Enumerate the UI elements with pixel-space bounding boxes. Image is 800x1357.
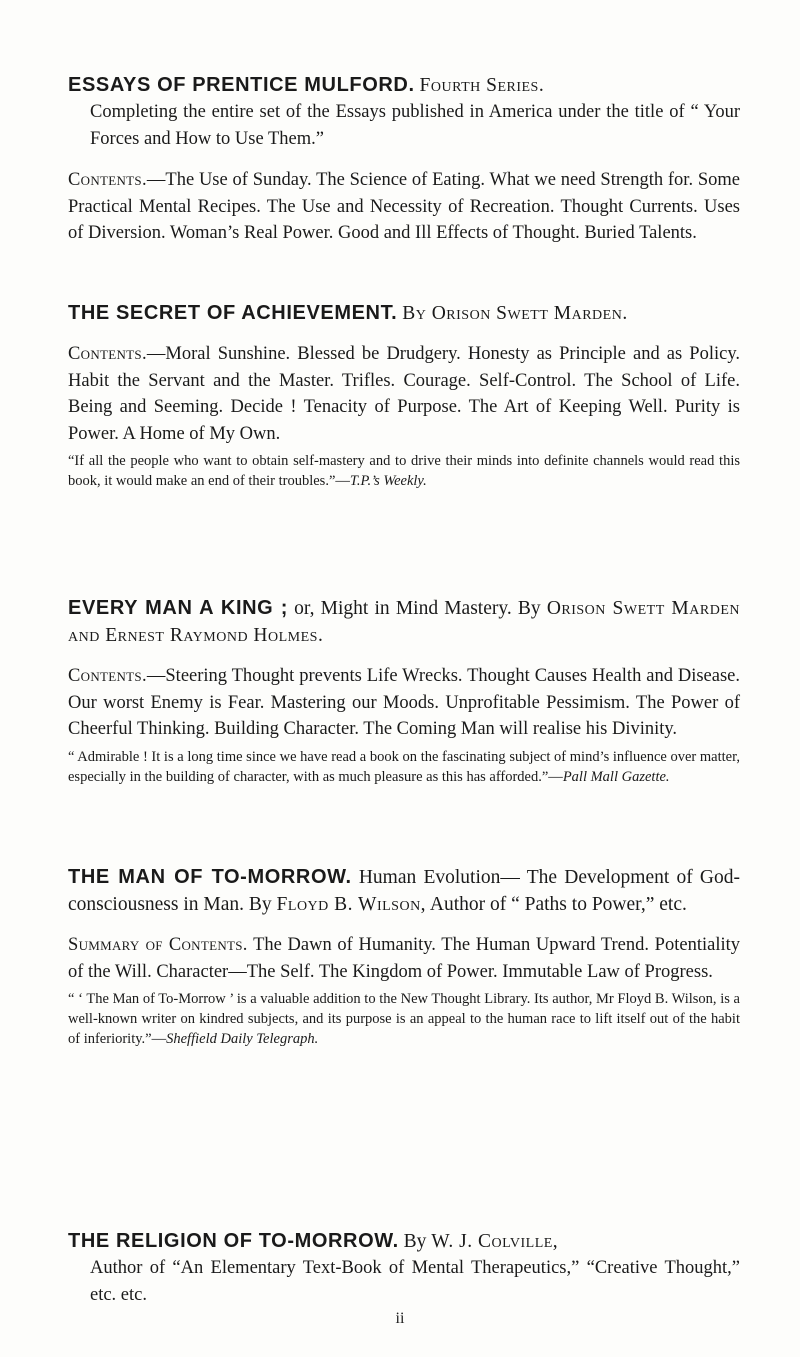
contents-text: —The Use of Sunday. The Science of Eating. What we need Strength for. Some Practical Mental Recipes. The Use and Necessity of Recreation. Thought Currents. Uses of Diversion. Woman’s Real Power. Good and Ill Effects of Thought. Buried Talents. <box>68 170 740 243</box>
review-text: “If all the people who want to obtain self-mastery and to drive their minds into definite channels would read this book, it would make an end of their troubles.”— <box>68 453 740 489</box>
review-source: Pall Mall Gazette. <box>562 768 670 785</box>
book-author: Orison Swett Marden and Ernest Raymond Holmes. <box>68 598 740 646</box>
contents-text: —Moral Sunshine. Blessed be Drudgery. Honesty as Principle and as Policy. Habit the Servant and the Master. Trifles. Courage. Self-Control. The School of Life. Being and Seeming. Decide ! Tenacity of Purpose. The Art of Keeping Well. Purity is Power. A Home of My Own. <box>68 344 740 444</box>
page-number: ii <box>395 1310 405 1327</box>
author-note: Author of “An Elementary Text-Book of Mental Therapeutics,” “Creative Thought,” etc. etc. <box>90 1258 740 1305</box>
book-title: EVERY MAN A KING ; <box>68 597 289 619</box>
book-title: THE SECRET OF ACHIEVEMENT. <box>68 302 398 324</box>
entry-heading <box>68 1228 740 1255</box>
press-review <box>68 989 740 1049</box>
review-source: T.P.’s Weekly. <box>349 473 427 489</box>
book-entry-religion-of-tomorrow <box>68 1228 740 1309</box>
review-text: “ ‘ The Man of To-Morrow ’ is a valuable addition to the New Thought Library. Its author, Mr Floyd B. Wilson, is a well-known writer on kindred subjects, and its purpose is an appeal to the human race to lift itself out of the habit of inferiority.”— <box>68 991 740 1047</box>
contents-label: Contents. <box>68 666 147 686</box>
book-entry-every-man-a-king <box>68 595 740 787</box>
contents-text: The Dawn of Humanity. The Human Upward Trend. Potentiality of the Will. Character—The Self. The Kingdom of Power. Immutable Law of Progress. <box>68 935 740 982</box>
book-description: Completing the entire set of the Essays published in America under the title of “ Your Forces and How to Use Them.” <box>90 102 740 149</box>
contents-label: Contents. <box>68 344 147 364</box>
contents-text: —Steering Thought prevents Life Wrecks. Thought Causes Health and Disease. Our worst Enemy is Fear. Mastering our Moods. Unprofitable Pessimism. The Power of Cheerful Thinking. Building Character. The Coming Man will realise his Divinity. <box>68 666 740 739</box>
byline-prefix: By <box>403 1231 427 1252</box>
review-source: Sheffield Daily Telegraph. <box>166 1031 319 1047</box>
entry-heading <box>68 595 740 649</box>
entry-heading <box>68 300 740 327</box>
book-title: ESSAYS OF PRENTICE MULFORD. <box>68 74 415 96</box>
book-entry-secret-of-achievement <box>68 300 740 491</box>
book-series: Fourth Series. <box>419 75 545 96</box>
author-note: Author of “ Paths to Power,” etc. <box>429 894 687 915</box>
review-text: “ Admirable ! It is a long time since we have read a book on the fascinating subject of mind’s influence over matter, especially in the building of character, with as much pleasure as this has afforded.”— <box>68 748 740 785</box>
book-author: By Orison Swett Marden. <box>402 303 628 324</box>
press-review <box>68 451 740 491</box>
book-contents <box>68 932 740 985</box>
byline-prefix: By <box>248 894 272 915</box>
contents-label: Summary of Contents. <box>68 935 248 955</box>
book-author: Floyd B. Wilson, <box>276 894 427 915</box>
book-entry-prentice-mulford <box>68 72 740 247</box>
book-contents <box>68 341 740 447</box>
book-entry-man-of-tomorrow <box>68 864 740 1049</box>
book-contents <box>68 663 740 743</box>
press-review <box>68 747 740 787</box>
entry-heading <box>68 864 740 918</box>
book-contents <box>68 167 740 247</box>
book-title: THE MAN OF TO-MORROW. <box>68 866 352 888</box>
entry-heading <box>68 72 740 99</box>
book-author: W. J. Colville, <box>431 1231 559 1252</box>
book-subtitle: or, Might in Mind Mastery. <box>294 598 512 619</box>
book-subtitle: Human Evolution— The Development of God-consciousness in Man. <box>68 867 741 915</box>
byline-prefix: By <box>517 598 541 619</box>
contents-label: Contents. <box>68 170 147 190</box>
book-title: THE RELIGION OF TO-MORROW. <box>68 1230 399 1252</box>
